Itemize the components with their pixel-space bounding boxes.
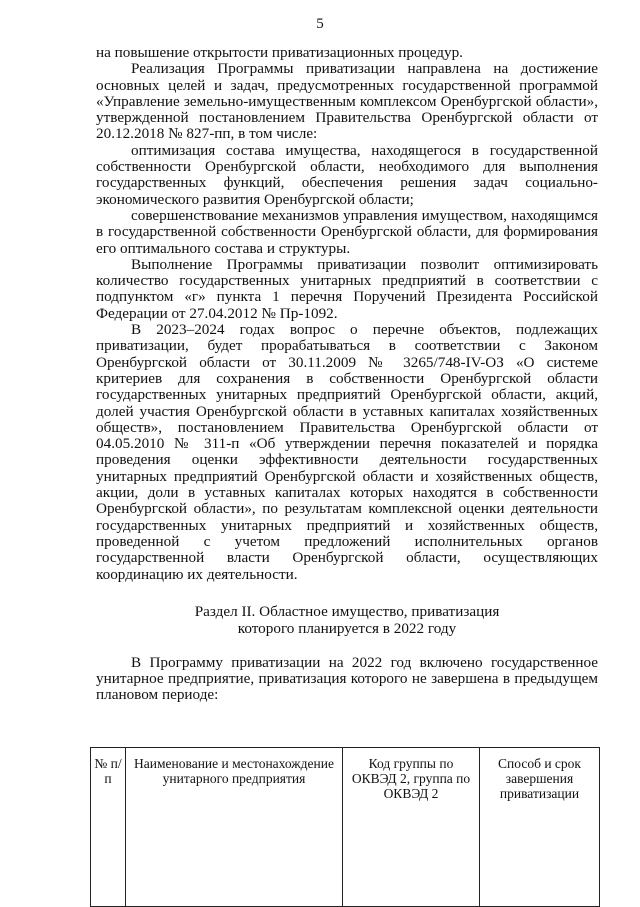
header-okved: Код группы по ОКВЭД 2, группа по ОКВЭД 2 — [343, 748, 480, 907]
document-body — [96, 45, 598, 704]
header-number: № п/п — [91, 748, 126, 907]
section-heading-line-1: Раздел II. Областное имущество, приватизация — [194, 602, 500, 620]
paragraph: совершенствование механизмов управления имуществом, находящимся в государственной собственности Оренбургской области, для формирования его оптимального состава и структуры. — [96, 206, 598, 257]
privatization-table — [90, 747, 600, 907]
paragraph: Реализация Программы приватизации направлена на достижение основных целей и задач, предусмотренных государственной программой «Управление земельно-имущественным комплексом Оренбургской области», утвержденной постановлением Правительства Оренбургской области от 20.12.2018 № 827-пп, в том числе: — [96, 60, 598, 143]
paragraph: В 2023–2024 годах вопрос о перечне объектов, подлежащих приватизации, будет прорабатываться в соответствии с Законом Оренбургской области от 30.11.2009 № 3265/748-IV-ОЗ «О системе критериев для сохранения в собственности Оренбургской области государственных унитарных предприятий Оренбургской области, акций, долей участия Оренбургской области в уставных капиталах хозяйственных обществ», постановлением Правительства Оренбургской области от 04.05.2010 № 311-п «Об утверждении перечня показателей и порядка проведения оценки эффективности деятельности государственных унитарных предприятий Оренбургской области и хозяйственных обществ, акции, доли в уставных капиталах которых находятся в собственности Оренбургской области», по результатам комплексной оценки деятельности государственных унитарных предприятий и хозяйственных обществ, проведенной с учетом предложений исполнительных органов государственной власти Оренбургской области, осуществляющих координацию их деятельности. — [96, 321, 598, 583]
paragraph: Выполнение Программы приватизации позволит оптимизировать количество государственных унитарных предприятий в соответствии с подпунктом «г» пункта 1 перечня Поручений Президента Российской Федерации от 27.04.2012 № Пр-1092. — [96, 255, 598, 322]
page-number: 5 — [316, 16, 324, 32]
section-heading-line-2: которого планируется в 2022 году — [237, 619, 457, 637]
paragraph: на повышение открытости приватизационных процедур. — [96, 44, 463, 61]
intro-paragraph: В Программу приватизации на 2022 год включено государственное унитарное предприятие, приватизация которого не завершена в предыдущем плановом периоде: — [96, 653, 598, 704]
table-header-row — [91, 748, 600, 907]
section-heading — [96, 603, 598, 637]
header-name: Наименование и местонахождение унитарного предприятия — [126, 748, 343, 907]
header-method: Способ и срок завершения приватизации — [480, 748, 600, 907]
paragraph: оптимизация состава имущества, находящегося в государственной собственности Оренбургской области, необходимого для выполнения государственных функций, обеспечения решения задач социально-экономического развития Оренбургской области; — [96, 141, 598, 208]
